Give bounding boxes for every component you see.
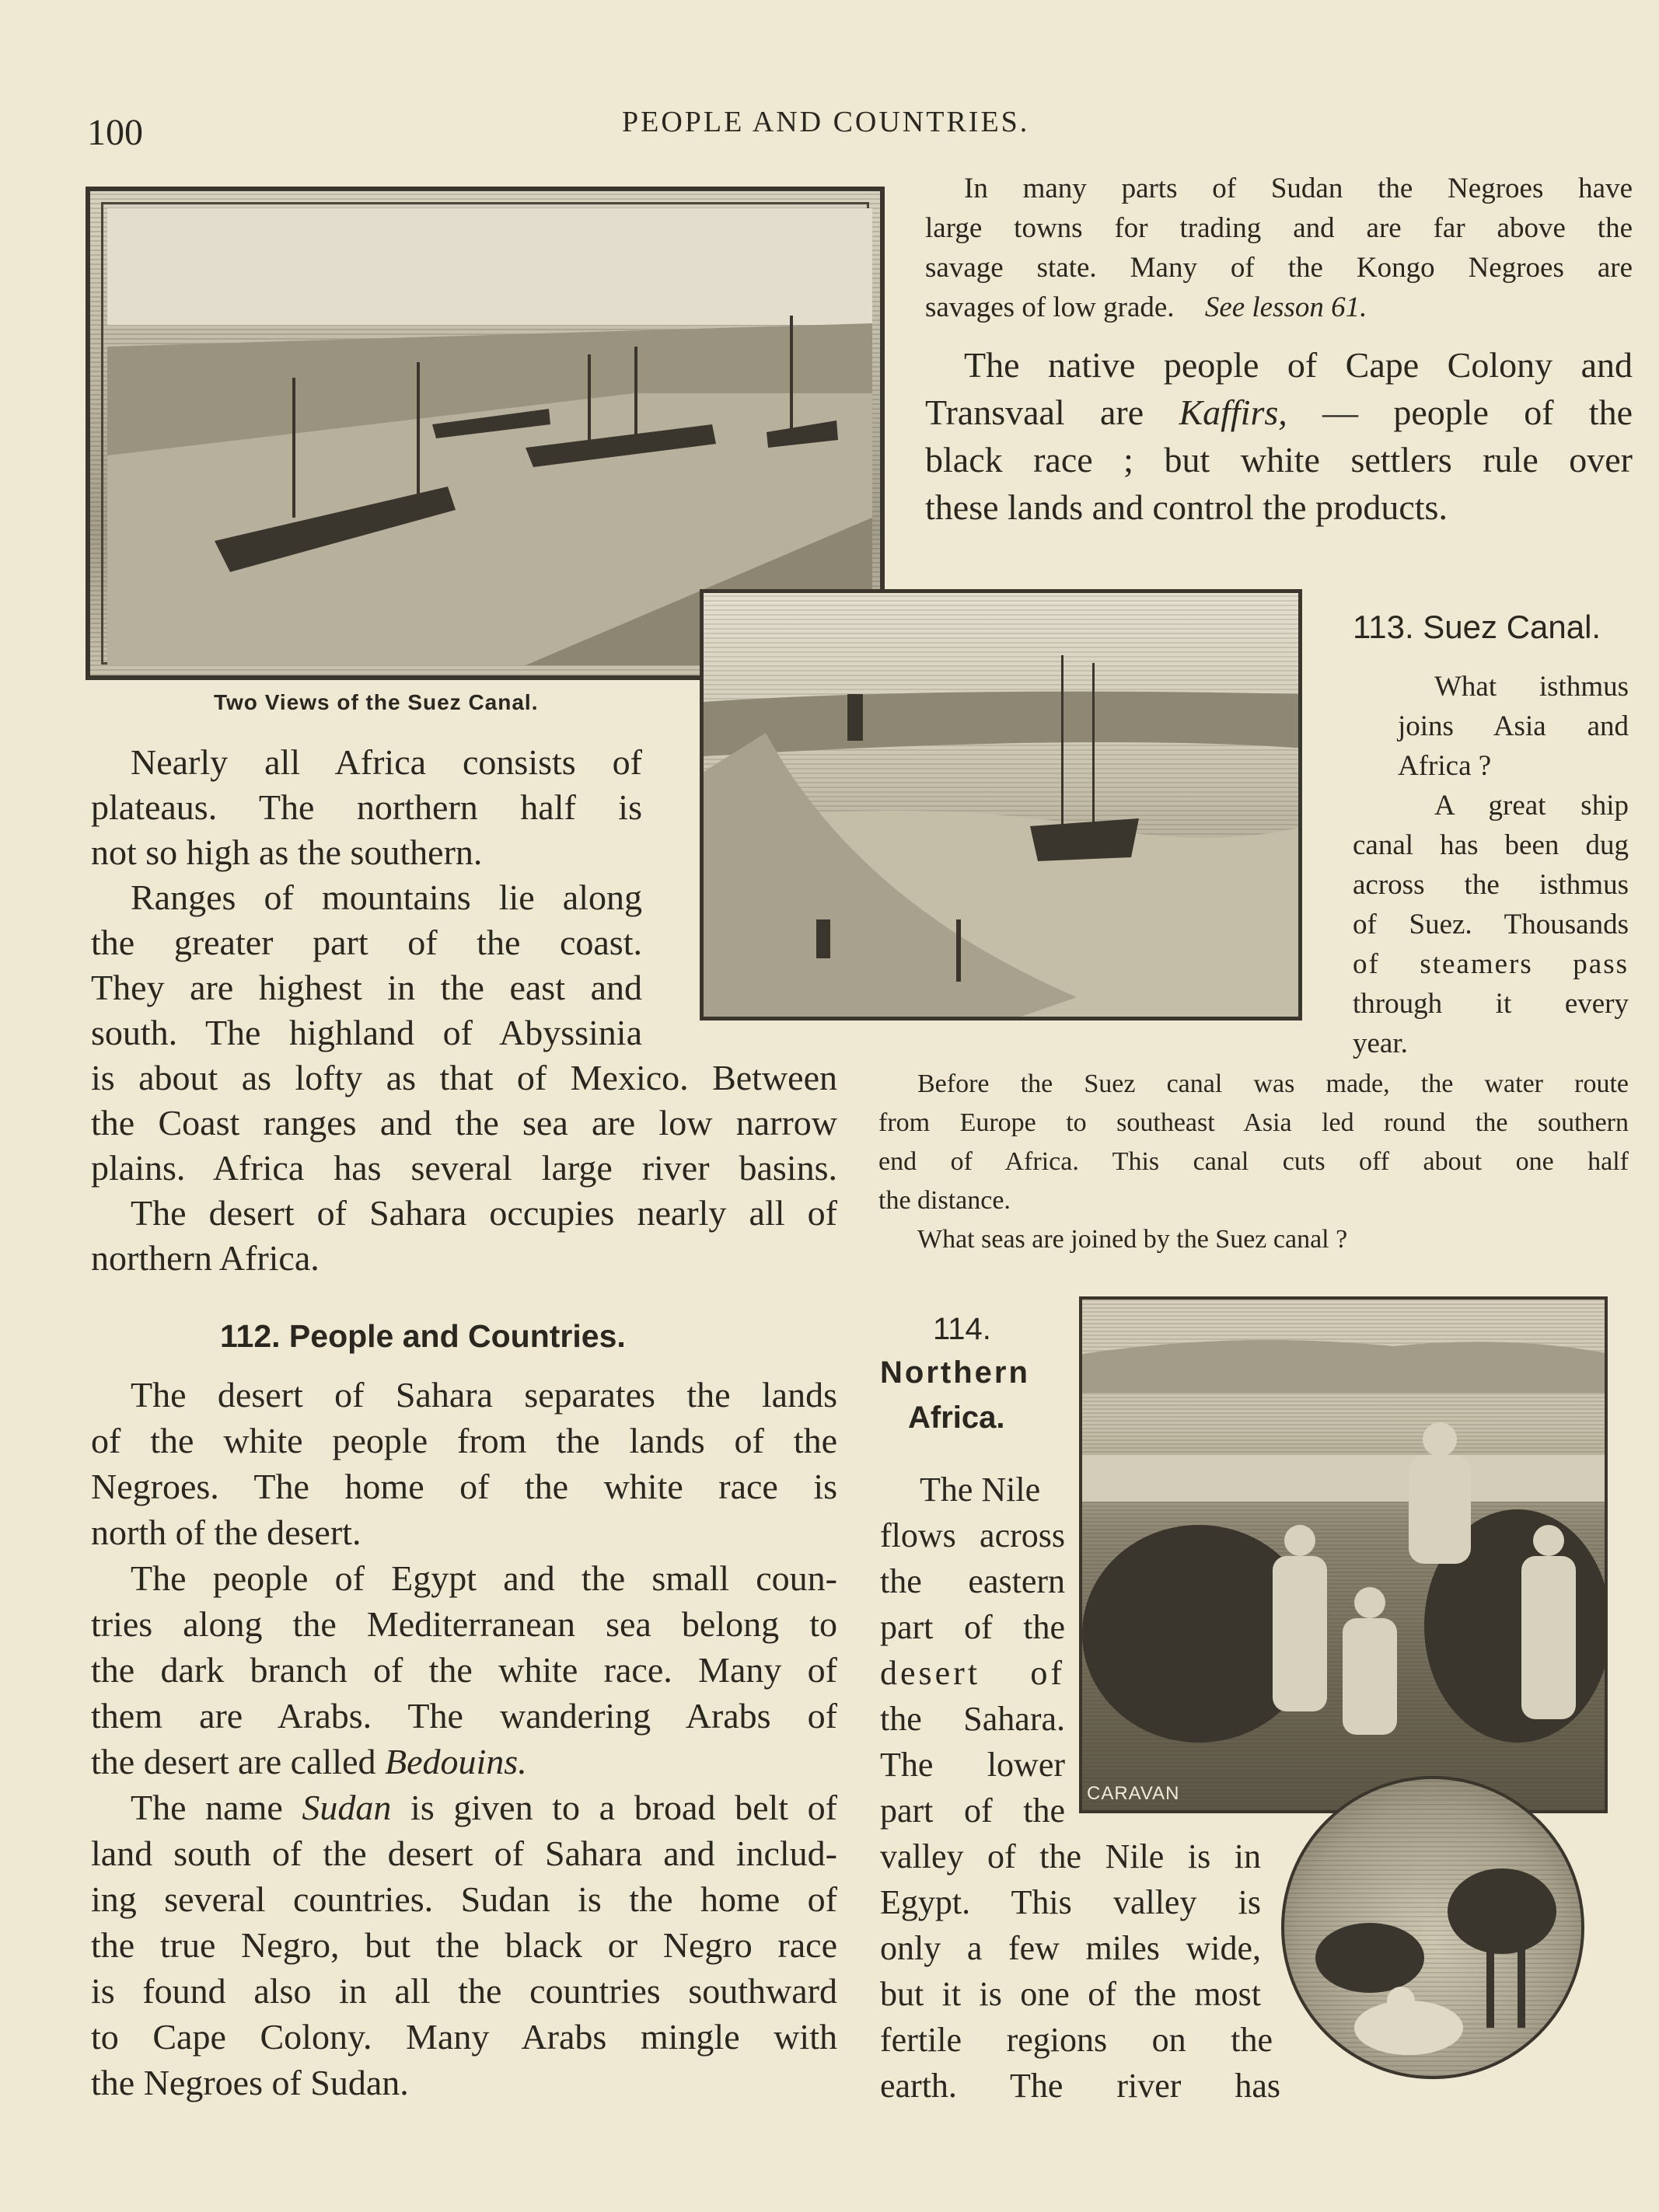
text-line: the eastern xyxy=(880,1562,1065,1600)
text-line: of steamers pass xyxy=(1353,948,1629,980)
text-line: flows across xyxy=(880,1516,1065,1554)
lesson-reference: See lesson 61. xyxy=(1204,291,1367,323)
bedouins-term: Bedouins. xyxy=(385,1742,527,1781)
text-line: They are highest in the east and xyxy=(91,968,642,1007)
text-line xyxy=(925,390,1633,435)
text-line: north of the desert. xyxy=(91,1512,361,1552)
text-line: the true Negro, but the black or Negro race xyxy=(91,1925,837,1965)
text-line: not so high as the southern. xyxy=(91,832,483,872)
text-line: through it every xyxy=(1353,988,1629,1020)
text-line: the Coast ranges and the sea are low narrow xyxy=(91,1103,837,1143)
text-line: the Negroes of Sudan. xyxy=(91,2063,409,2102)
camels-vignette-illustration xyxy=(1281,1776,1584,2079)
text-line: A great ship xyxy=(1434,790,1629,822)
text-line xyxy=(925,288,1367,327)
caravan-label: CARAVAN xyxy=(1087,1783,1180,1804)
text-line: large towns for trading and are far above the xyxy=(925,212,1633,244)
text-line: across the isthmus xyxy=(1353,869,1629,901)
suez-canal-bank-illustration xyxy=(700,589,1302,1021)
text-line: part of the xyxy=(880,1792,1065,1830)
text-line: but it is one of the most xyxy=(880,1975,1261,2013)
caravan-illustration xyxy=(1079,1296,1608,1813)
heading-line: Northern xyxy=(880,1355,1030,1390)
running-title: PEOPLE AND COUNTRIES. xyxy=(622,106,1030,138)
text-fragment: savages of low grade. xyxy=(925,291,1175,323)
text-line: the greater part of the coast. xyxy=(91,923,642,962)
text-line: earth. The river has xyxy=(880,2067,1280,2105)
text-line: Africa ? xyxy=(1398,750,1492,782)
text-line: of the white people from the lands of the xyxy=(91,1421,837,1460)
text-line: The people of Egypt and the small coun- xyxy=(131,1558,837,1598)
text-line: What seas are joined by the Suez canal ? xyxy=(917,1225,1348,1254)
text-fragment: the desert are called xyxy=(91,1742,385,1781)
text-fragment: is given to a broad belt of xyxy=(391,1788,838,1827)
text-line: Ranges of mountains lie along xyxy=(131,877,642,917)
text-line: desert of xyxy=(880,1654,1065,1692)
text-line: the dark branch of the white race. Many of xyxy=(91,1650,837,1690)
text-line: What isthmus xyxy=(1434,671,1629,703)
text-line: joins Asia and xyxy=(1398,710,1629,742)
text-line: south. The highland of Abyssinia xyxy=(91,1013,642,1052)
text-line: ing several countries. Sudan is the home of xyxy=(91,1879,837,1919)
text-line: The desert of Sahara separates the lands xyxy=(131,1375,837,1415)
text-line: northern Africa. xyxy=(91,1238,320,1278)
text-line: is about as lofty as that of Mexico. Between xyxy=(91,1058,837,1097)
text-line: them are Arabs. The wandering Arabs of xyxy=(91,1696,837,1736)
text-line: Egypt. This valley is xyxy=(880,1883,1261,1921)
text-line: these lands and control the products. xyxy=(925,487,1448,527)
text-line: is found also in all the countries southward xyxy=(91,1971,837,2011)
text-line: The desert of Sahara occupies nearly all of xyxy=(131,1193,837,1233)
text-line: plains. Africa has several large river basins. xyxy=(91,1148,837,1188)
text-line: The native people of Cape Colony and xyxy=(964,345,1633,385)
text-line xyxy=(91,1739,527,1785)
section-112-heading: 112. People and Countries. xyxy=(220,1318,626,1354)
text-line: Nearly all Africa consists of xyxy=(131,742,642,782)
text-line: the Sahara. xyxy=(880,1700,1065,1738)
text-line: valley of the Nile is in xyxy=(880,1837,1261,1875)
text-line xyxy=(131,1785,837,1830)
text-line: black race ; but white settlers rule over xyxy=(925,440,1633,480)
page-number: 100 xyxy=(87,112,143,153)
text-line: In many parts of Sudan the Negroes have xyxy=(964,173,1633,204)
text-fragment: Transvaal are xyxy=(925,393,1179,432)
text-line: from Europe to southeast Asia led round the southern xyxy=(878,1108,1629,1137)
text-line: land south of the desert of Sahara and includ- xyxy=(91,1833,837,1873)
text-line: The lower xyxy=(880,1746,1065,1784)
text-fragment: — people of the xyxy=(1287,393,1633,432)
text-line: Negroes. The home of the white race is xyxy=(91,1467,837,1506)
text-line: The Nile xyxy=(920,1471,1041,1509)
text-line: end of Africa. This canal cuts off about one half xyxy=(878,1147,1629,1176)
heading-line: Africa. xyxy=(908,1401,1005,1435)
text-line: part of the xyxy=(880,1608,1065,1646)
section-113-heading: 113. Suez Canal. xyxy=(1353,609,1601,645)
kaffirs-term: Kaffirs, xyxy=(1179,393,1287,432)
text-fragment: The name xyxy=(131,1788,302,1827)
text-line: tries along the Mediterranean sea belong to xyxy=(91,1604,837,1644)
text-line: savage state. Many of the Kongo Negroes are xyxy=(925,252,1633,284)
text-line: plateaus. The northern half is xyxy=(91,787,642,827)
text-line: of Suez. Thousands xyxy=(1353,909,1629,940)
text-line: fertile regions on the xyxy=(880,2021,1273,2059)
text-line: the distance. xyxy=(878,1186,1011,1215)
text-line: only a few miles wide, xyxy=(880,1929,1261,1967)
text-line: canal has been dug xyxy=(1353,829,1629,861)
text-line: year. xyxy=(1353,1027,1408,1059)
text-line: to Cape Colony. Many Arabs mingle with xyxy=(91,2017,837,2057)
figure-caption: Two Views of the Suez Canal. xyxy=(214,690,539,714)
text-line: Before the Suez canal was made, the water route xyxy=(917,1069,1629,1098)
heading-line: 114. xyxy=(933,1312,991,1346)
sudan-term: Sudan xyxy=(302,1788,392,1827)
